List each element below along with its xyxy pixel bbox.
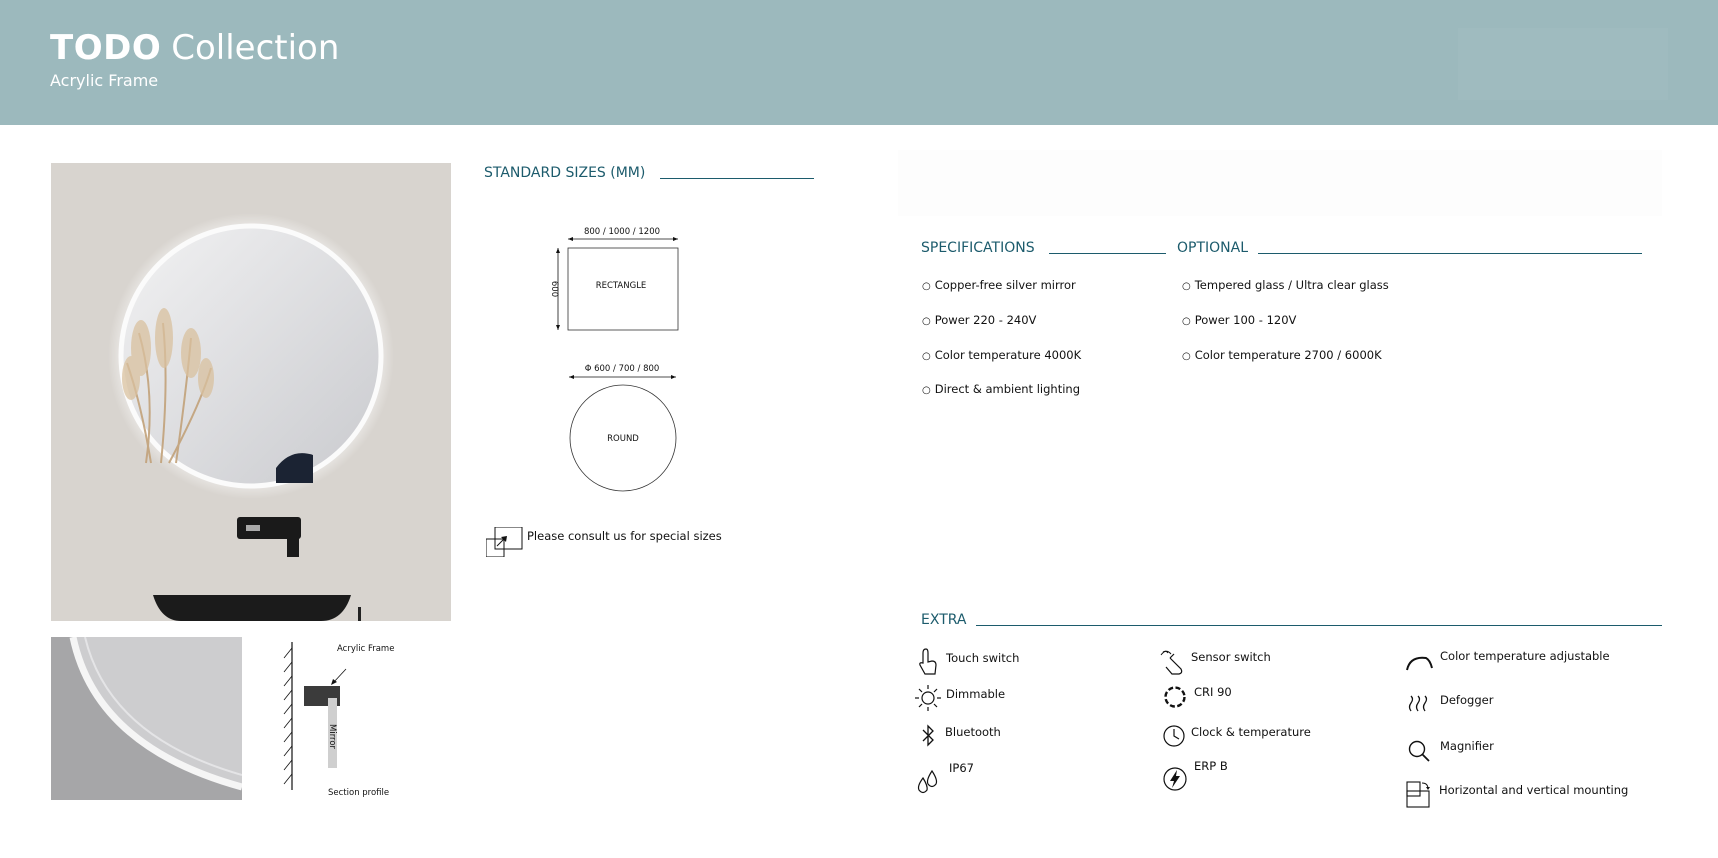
extra-item-label: Clock & temperature: [1191, 725, 1311, 739]
extra-item-label: Bluetooth: [945, 725, 1001, 739]
round-diameter-label: Φ 600 / 700 / 800: [584, 364, 660, 374]
extra-item-label: CRI 90: [1194, 685, 1232, 699]
special-sizes-note: Please consult us for special sizes: [527, 529, 722, 543]
touch-icon: [914, 648, 942, 676]
energy-bolt-icon: [1161, 765, 1189, 793]
brand-name: TODO: [50, 28, 162, 68]
extra-heading: EXTRA: [921, 612, 967, 628]
collection-title: [50, 28, 339, 68]
rect-shape-label: RECTANGLE: [595, 281, 647, 291]
extra-item-label: ERP B: [1194, 759, 1228, 773]
standard-sizes-rule: [660, 178, 814, 179]
specifications-rule: [1049, 253, 1166, 254]
extra-item-label: Defogger: [1440, 693, 1494, 707]
frame-detail-photo: [51, 637, 242, 800]
sun-icon: [914, 684, 942, 712]
rect-width-label: 800 / 1000 / 1200: [583, 227, 661, 237]
clock-icon: [1160, 722, 1188, 750]
sensor-hand-icon: [1160, 648, 1188, 676]
water-drops-icon: [914, 768, 942, 796]
extra-item-label: Dimmable: [946, 687, 1006, 701]
collection-word: Collection: [171, 28, 340, 68]
rect-height-label: 600: [549, 280, 559, 298]
profile-frame-label: Acrylic Frame: [337, 644, 395, 654]
banner-logo-area: [1458, 28, 1668, 100]
optional-item: ○ Tempered glass / Ultra clear glass: [1182, 278, 1389, 292]
optional-rule: [1258, 253, 1642, 254]
extra-item-label: Magnifier: [1440, 739, 1494, 753]
product-subtitle: Acrylic Frame: [50, 71, 159, 90]
extra-item-label: Color temperature adjustable: [1440, 649, 1610, 663]
extra-item-label: Touch switch: [946, 651, 1020, 665]
profile-caption: Section profile: [328, 788, 390, 798]
rotate-mount-icon: [1405, 780, 1433, 808]
custom-size-icon: [486, 527, 526, 557]
sizes-diagram: [540, 222, 690, 497]
profile-mirror-label: Mirror: [327, 724, 337, 750]
extra-item-label: Sensor switch: [1191, 650, 1271, 664]
header-banner: [0, 0, 1718, 125]
extra-item-label: Horizontal and vertical mounting: [1439, 783, 1629, 797]
spec-item: ○ Direct & ambient lighting: [922, 382, 1080, 396]
round-shape-label: ROUND: [607, 434, 639, 444]
spec-item: ○ Copper-free silver mirror: [922, 278, 1076, 292]
cri-ring-icon: [1161, 683, 1189, 711]
optional-item: ○ Power 100 - 120V: [1182, 313, 1296, 327]
standard-sizes-heading: STANDARD SIZES (MM): [484, 165, 646, 181]
bluetooth-icon: [914, 722, 942, 750]
optional-heading: OPTIONAL: [1177, 240, 1249, 256]
spec-item: ○ Power 220 - 240V: [922, 313, 1036, 327]
extra-rule: [976, 625, 1662, 626]
specifications-heading: SPECIFICATIONS: [921, 240, 1035, 256]
product-photo: [51, 163, 451, 621]
blank-panel: [898, 150, 1662, 216]
heat-waves-icon: [1405, 690, 1433, 718]
extra-item-label: IP67: [949, 761, 974, 775]
section-profile-diagram: [278, 638, 396, 804]
magnifier-icon: [1405, 737, 1433, 765]
arc-dial-icon: [1404, 648, 1432, 676]
spec-item: ○ Color temperature 4000K: [922, 348, 1081, 362]
optional-item: ○ Color temperature 2700 / 6000K: [1182, 348, 1382, 362]
